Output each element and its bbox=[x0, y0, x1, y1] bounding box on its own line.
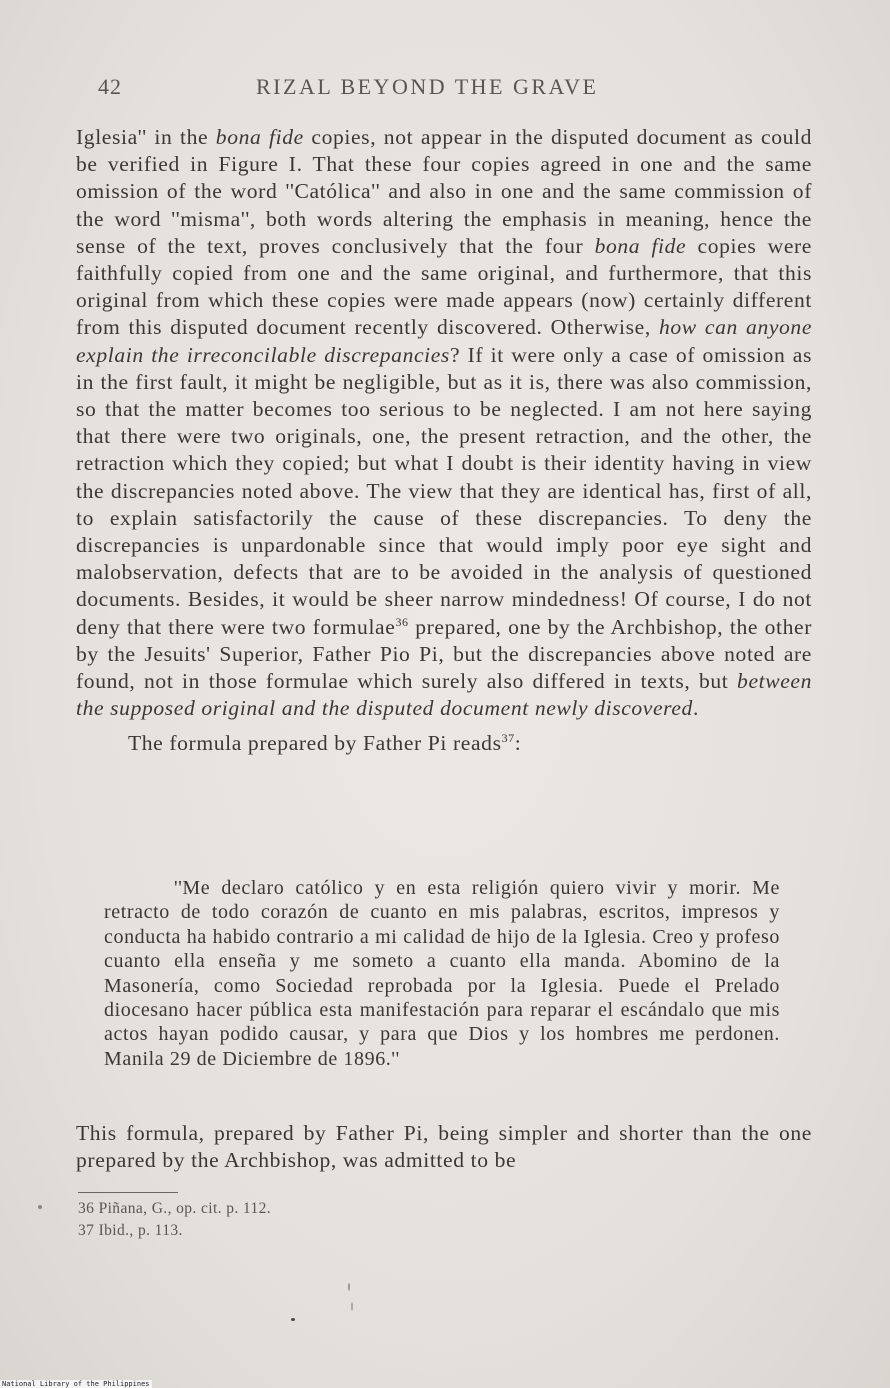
italic-run: bona fide bbox=[594, 233, 687, 258]
footnote-36: 36 Piñana, G., op. cit. p. 112. bbox=[78, 1200, 272, 1217]
footnote-37: 37 Ibid., p. 113. bbox=[78, 1222, 183, 1239]
paragraph-1 bbox=[76, 124, 812, 722]
paper-speck bbox=[38, 1205, 42, 1209]
block-quote: ''Me declaro católico y en esta religión quiero vivir y morir. Me retracto de todo corazón de cuanto en mis palabras, escritos, impresos y conducta ha habido contrario a mi calidad de hijo de la Iglesia. Creo y profeso cuanto ella enseña y me someto a cuanto ella manda. Abomino de la Masonería, como Sociedad reprobada por la Iglesia. Puede el Prelado diocesano hacer pública esta manifestación para reparar el escándalo que mis actos hayan podido causar, y para que Dios y los hombres me perdonen. Manila 29 de Diciembre de 1896.'' bbox=[104, 877, 780, 1070]
text-run: The formula prepared by Father Pi reads bbox=[128, 731, 502, 756]
text-run: prepared, one by the Archbishop, the other by the Jesuits' Superior, Father Pio Pi, but the discrepancies above noted are found, not in those formulae which surely also differed in texts, but bbox=[76, 614, 812, 694]
text-run: . bbox=[692, 696, 699, 721]
text-run: ? If it were only a case of omission as in the first fault, it might be negligible, but as it is, there was also commission, so that the matter becomes too serious to be neglected. I am not here saying that there were two originals, one, the present retraction, and the other, the retraction which they copied; but what I doubt is their identity having in view the discrepancies noted above. The view that they are identical has, first of all, to explain satisfactorily the cause of these discrepancies. To deny the discrepancies is unpardonable since that would imply poor eye sight and malobservation, defects that are to be avoided in the analysis of questioned documents. Besides, it would be sheer narrow mindedness! Of course, I do not deny that there were two formulae bbox=[76, 342, 812, 639]
paragraph-2 bbox=[76, 730, 812, 757]
speck bbox=[291, 1318, 295, 1321]
italic-run: how can anyone explain the irreconcilable discrepancies bbox=[76, 315, 812, 367]
text-run: : bbox=[514, 731, 522, 756]
page-number: 42 bbox=[98, 74, 122, 99]
footnotes bbox=[78, 1198, 578, 1242]
speck bbox=[348, 1283, 350, 1291]
library-credit: National Library of the Philippines bbox=[2, 1380, 150, 1388]
footnote-rule bbox=[78, 1192, 178, 1193]
footnote-ref-37: 37 bbox=[501, 731, 515, 746]
italic-run: between the supposed original and the disputed document newly discovered bbox=[76, 669, 812, 721]
running-title: RIZAL BEYOND THE GRAVE bbox=[256, 74, 599, 99]
main-text bbox=[76, 124, 812, 758]
paragraph-3: This formula, prepared by Father Pi, being simpler and shorter than the one prepared by the Archbishop, was admitted to be bbox=[76, 1121, 812, 1173]
page-header bbox=[98, 74, 798, 108]
text-run: copies, not appear in the disputed document as could be verified in Figure I. That these four copies agreed in one and the same omission of the word ''Católica'' and also in one and the same commission of the word ''misma'', both words altering the emphasis in meaning, hence the sense of the text, proves conclusively that the four bbox=[76, 125, 812, 258]
italic-run: bona fide bbox=[215, 125, 304, 149]
footnote-ref-36: 36 bbox=[395, 614, 409, 629]
speck bbox=[351, 1302, 353, 1311]
text-run: Iglesia'' in the bbox=[76, 125, 216, 149]
text-run: copies were faithfully copied from one and the same original, and furthermore, that this original from which these copies were made appears (now) certainly different from this disputed document recently discovered. Otherwise, bbox=[76, 233, 812, 340]
